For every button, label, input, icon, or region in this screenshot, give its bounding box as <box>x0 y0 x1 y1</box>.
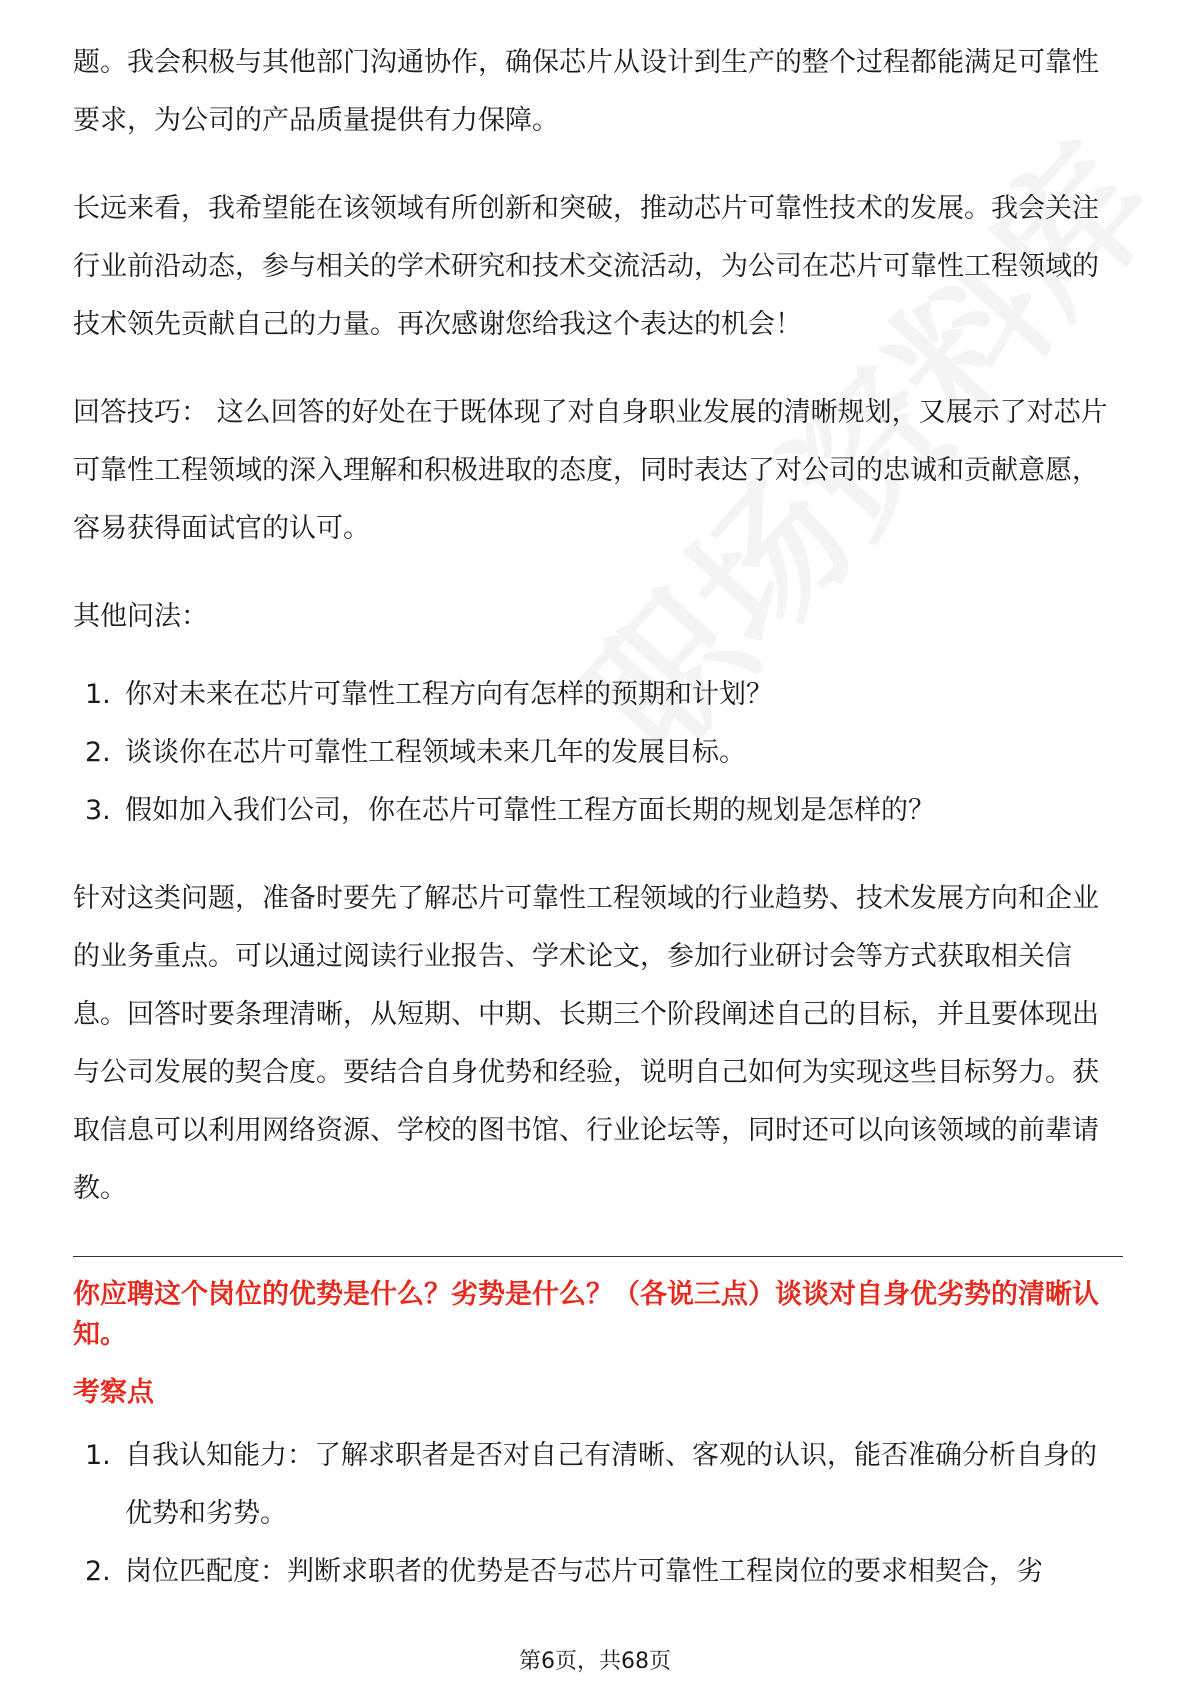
list-item-text: 自我认知能力：了解求职者是否对自己有清晰、客观的认识，能否准确分析自身的优势和劣势。 <box>125 1440 1097 1529</box>
examination-points-heading: 考察点 <box>73 1377 154 1408</box>
list-item-text: 谈谈你在芯片可靠性工程领域未来几年的发展目标。 <box>125 737 746 768</box>
document-page <box>73 34 1123 1601</box>
list-item-number: 2. <box>85 737 111 768</box>
list-item-number: 3. <box>85 795 111 826</box>
list-item-text: 你对未来在芯片可靠性工程方向有怎样的预期和计划？ <box>125 679 773 710</box>
paragraph-continuation: 题。我会积极与其他部门沟通协作，确保芯片从设计到生产的整个过程都能满足可靠性要求，为公司的产品质量提供有力保障。 <box>73 47 1099 136</box>
list-item <box>73 1543 1123 1601</box>
section-divider <box>73 1256 1123 1257</box>
list-item <box>73 724 1123 782</box>
other-questions-label: 其他问法： <box>73 601 208 632</box>
list-item <box>73 666 1123 724</box>
list-item-number: 1. <box>85 1440 111 1471</box>
page-footer: 第6页，共68页 <box>519 1649 671 1674</box>
list-item-text: 岗位匹配度：判断求职者的优势是否与芯片可靠性工程岗位的要求相契合，劣 <box>125 1556 1043 1587</box>
question-heading: 你应聘这个岗位的优势是什么？劣势是什么？（各说三点）谈谈对自身优劣势的清晰认知。 <box>73 1279 1099 1350</box>
list-item-text: 假如加入我们公司，你在芯片可靠性工程方面长期的规划是怎样的？ <box>125 795 935 826</box>
paragraph-advice: 针对这类问题，准备时要先了解芯片可靠性工程领域的行业趋势、技术发展方向和企业的业务重点。可以通过阅读行业报告、学术论文，参加行业研讨会等方式获取相关信息。回答时要条理清晰，从短期、中期、长期三个阶段阐述自己的目标，并且要体现出与公司发展的契合度。要结合自身优势和经验，说明自己如何为实现这些目标努力。获取信息可以利用网络资源、学校的图书馆、行业论坛等，同时还可以向该领域的前辈请教。 <box>73 883 1099 1204</box>
list-item-number: 1. <box>85 679 111 710</box>
list-item <box>73 782 1123 840</box>
examination-points-list <box>73 1427 1123 1601</box>
list-item <box>73 1427 1123 1543</box>
other-questions-list <box>73 666 1123 840</box>
paragraph-long-term: 长远来看，我希望能在该领域有所创新和突破，推动芯片可靠性技术的发展。我会关注行业前沿动态，参与相关的学术研究和技术交流活动，为公司在芯片可靠性工程领域的技术领先贡献自己的力量。再次感谢您给我这个表达的机会！ <box>73 193 1099 340</box>
paragraph-answer-tips: 回答技巧： 这么回答的好处在于既体现了对自身职业发展的清晰规划，又展示了对芯片可靠性工程领域的深入理解和积极进取的态度，同时表达了对公司的忠诚和贡献意愿，容易获得面试官的认可。 <box>73 397 1108 544</box>
list-item-number: 2. <box>85 1556 111 1587</box>
